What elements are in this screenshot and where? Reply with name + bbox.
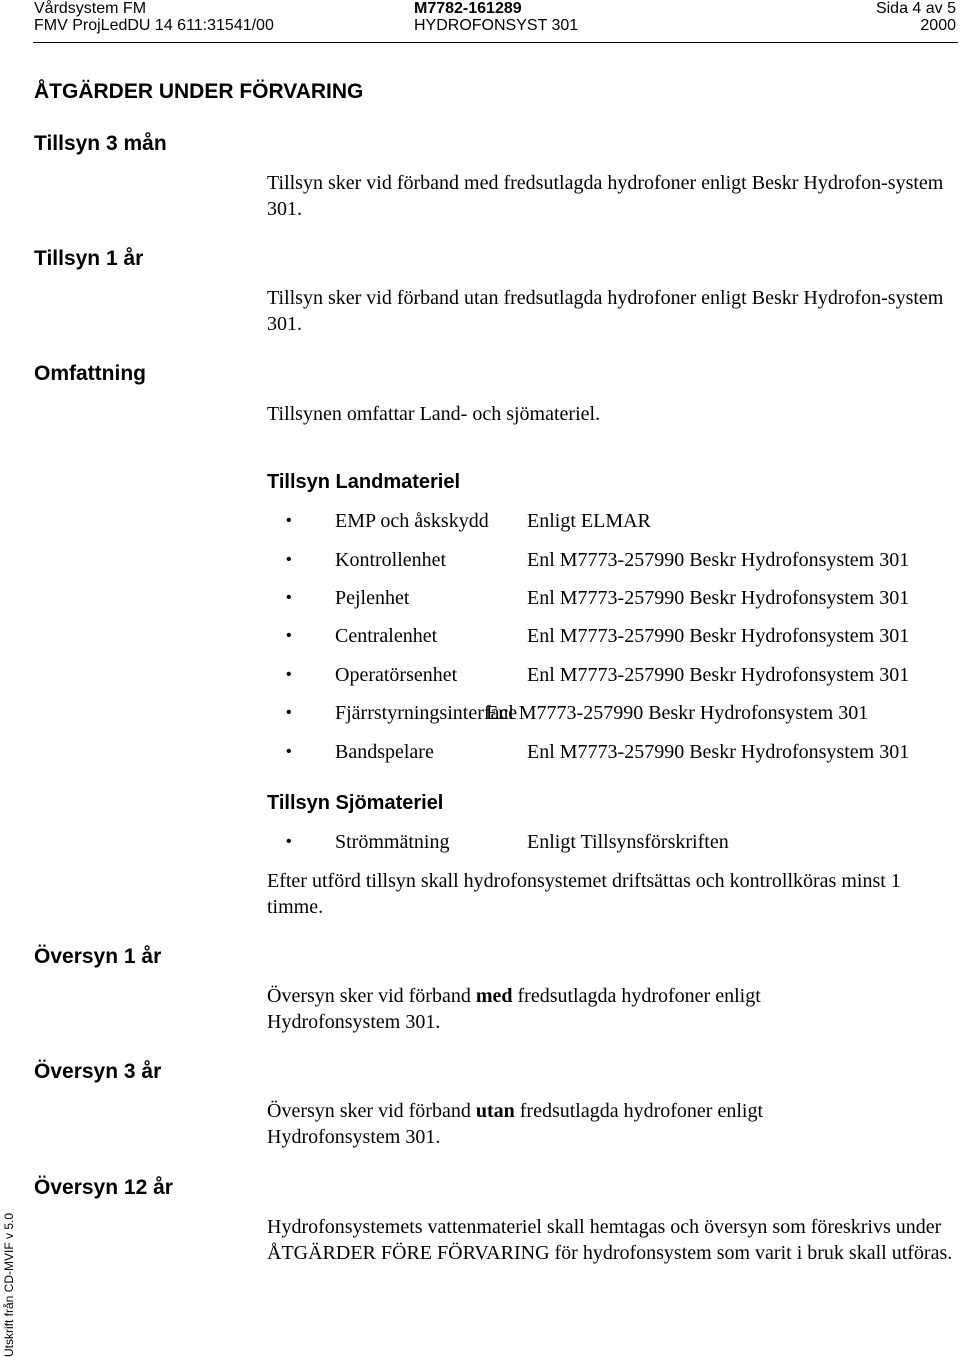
header-doc-number: M7782-161289 (414, 0, 522, 17)
heading-tillsyn-landmateriel: Tillsyn Landmateriel (267, 471, 461, 493)
list-item-name: Fjärrstyrningsinterface (335, 702, 518, 724)
bullet-icon: • (286, 627, 292, 644)
header-page-number: Sida 4 av 5 (875, 0, 956, 17)
text-oversyn-3-ar: Översyn sker vid förband utan fredsutlagda hydrofoner enligt Hydrofonsystem 301. (267, 1100, 764, 1148)
page-title: ÅTGÄRDER UNDER FÖRVARING (34, 80, 364, 103)
header-system-name: HYDROFONSYST 301 (414, 17, 579, 34)
text-oversyn-12-ar: Hydrofonsystemets vattenmateriel skall hemtagas och översyn som föreskrivs under ÅTGÄRDER FÖRE FÖRVARING för hydrofonsystem som varit i bruk skall utföras. (267, 1216, 953, 1264)
list-item-name: Pejlenhet (335, 587, 410, 609)
list-item-name: Kontrollenhet (335, 549, 447, 571)
bullet-icon: • (286, 833, 292, 850)
text-tillsyn-1-ar: Tillsyn sker vid förband utan fredsutlagda hydrofoner enligt Beskr Hydrofon-system 301. (267, 287, 944, 335)
heading-tillsyn-1-ar: Tillsyn 1 år (34, 247, 144, 270)
list-item-name: Bandspelare (335, 741, 434, 763)
heading-oversyn-3-ar: Översyn 3 år (34, 1060, 162, 1083)
bullet-icon: • (286, 666, 292, 683)
list-item-name: Centralenhet (335, 625, 438, 647)
text-tillsyn-3-man: Tillsyn sker vid förband med fredsutlagda hydrofoner enligt Beskr Hydrofon-system 301. (267, 172, 944, 220)
list-item-value: Enl M7773-257990 Beskr Hydrofonsystem 301 (527, 587, 910, 609)
list-item-value: Enl M7773-257990 Beskr Hydrofonsystem 301 (527, 549, 910, 571)
text-omfattning: Tillsynen omfattar Land- och sjömateriel. (267, 403, 601, 425)
header-system: Vårdsystem FM (34, 0, 147, 17)
list-item-value: Enl M7773-257990 Beskr Hydrofonsystem 301 (527, 664, 910, 686)
header-rule (33, 42, 958, 43)
text-efter-tillsyn: Efter utförd tillsyn skall hydrofonsystemet driftsättas och kontrollköras minst 1 timme. (267, 870, 901, 918)
print-footer: Utskrift från CD-MVIF v 5.0 (2, 1212, 16, 1357)
heading-omfattning: Omfattning (34, 362, 146, 385)
list-item-value: Enl M7773-257990 Beskr Hydrofonsystem 301 (527, 741, 910, 763)
list-item-value: Enl M7773-257990 Beskr Hydrofonsystem 301 (527, 625, 910, 647)
bullet-icon: • (286, 512, 292, 529)
bullet-icon: • (286, 589, 292, 606)
heading-oversyn-1-ar: Översyn 1 år (34, 945, 162, 968)
bullet-icon: • (286, 743, 292, 760)
header-year: 2000 (920, 17, 956, 34)
bullet-icon: • (286, 704, 292, 721)
list-item-name: Operatörsenhet (335, 664, 458, 686)
emphasis-med: med (475, 985, 513, 1007)
list-item-name: Strömmätning (335, 831, 450, 853)
list-item-name: EMP och åskskydd (335, 510, 489, 532)
bullet-icon: • (286, 551, 292, 568)
header-project: FMV ProjLedDU 14 611:31541/00 (34, 17, 274, 34)
list-item-value: Enligt ELMAR (527, 510, 651, 532)
list-item-value: Enligt Tillsynsförskriften (527, 831, 729, 853)
heading-oversyn-12-ar: Översyn 12 år (34, 1176, 173, 1199)
text-oversyn-1-ar: Översyn sker vid förband med fredsutlagda hydrofoner enligt Hydrofonsystem 301. (267, 985, 761, 1033)
heading-tillsyn-3-man: Tillsyn 3 mån (34, 132, 167, 155)
list-item-value: Enl M7773-257990 Beskr Hydrofonsystem 301 (486, 702, 869, 724)
heading-tillsyn-sjomateriel: Tillsyn Sjömateriel (267, 792, 444, 814)
emphasis-utan: utan (475, 1100, 515, 1122)
